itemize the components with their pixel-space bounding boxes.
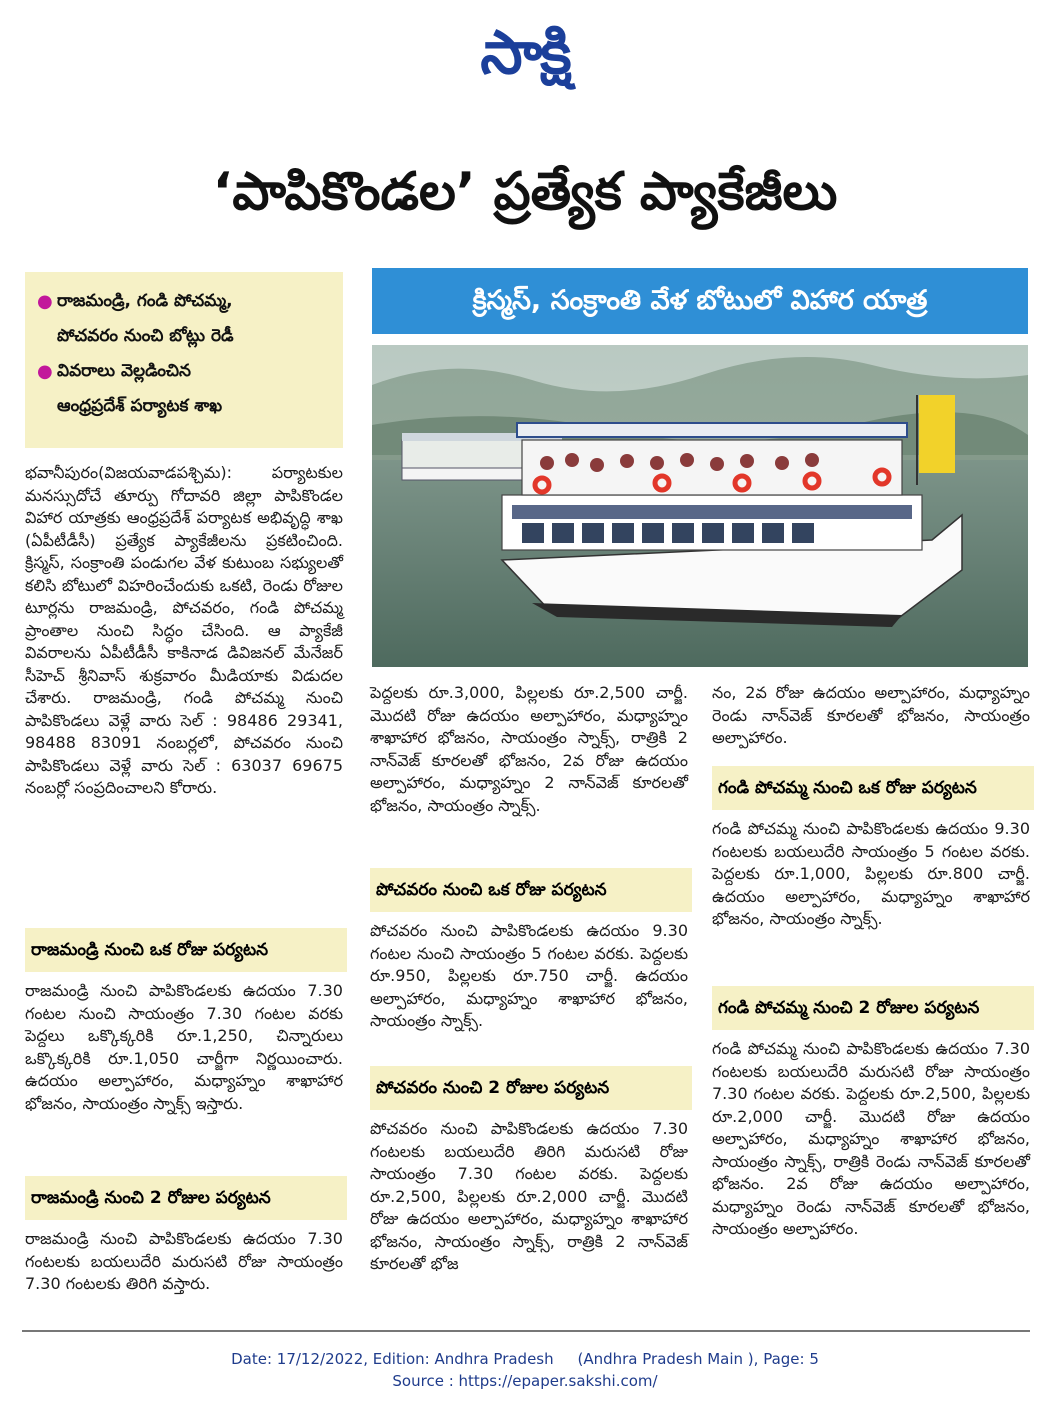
section-heading-pochavaram-2day: పోచవరం నుంచి 2 రోజుల పర్యటన: [370, 1066, 692, 1110]
sakshi-logo: సాక్షి: [480, 18, 570, 88]
section-text-gandi-1day: గండి పోచమ్మ నుంచి పాపికొండలకు ఉదయం 9.30 గంటలకు బయలుదేరి సాయంత్రం 5 గంటల వరకు. పెద్దలకు రూ.1,000, పిల్లలకు రూ.800 చార్జీ. ఉదయం అల్పాహారం, మధ్యాహ్నం శాఖాహార భోజనం, సాయంత్రం స్నాక్స్.: [712, 819, 1030, 928]
section-heading-gandi-1day: గండి పోచమ్మ నుంచి ఒక రోజు పర్యటన: [712, 766, 1034, 810]
column-1: [25, 462, 343, 922]
footer-divider: [22, 1330, 1030, 1332]
highlight-item: [37, 284, 333, 354]
section-text-rajahmundry-2day-cont: పెద్దలకు రూ.3,000, పిల్లలకు రూ.2,500 చార్జీ. మొదటి రోజు ఉదయం అల్పాహారం, మధ్యాహ్నం శాఖాహార భోజనం, సాయంత్రం స్నాక్స్, రాత్రికి 2 నాన్‌వెజ్ కూరలతో భోజనం, 2వ రోజు ఉదయం అల్పాహారం, మధ్యాహ్నం 2 నాన్‌వెజ్ కూరలతో భోజనం, సాయంత్రం స్నాక్స్.: [370, 683, 688, 815]
highlights-box: [25, 272, 343, 448]
boat-photo: [372, 345, 1028, 667]
highlight-line: ఆంధ్రప్రదేశ్ పర్యాటక శాఖ: [57, 396, 223, 416]
section-heading-gandi-2day: గండి పోచమ్మ నుంచి 2 రోజుల పర్యటన: [712, 986, 1034, 1030]
section-text-pochavaram-2day: పోచవరం నుంచి పాపికొండలకు ఉదయం 7.30 గంటలకు బయలుదేరి తిరిగి మరుసటి రోజు సాయంత్రం 7.30 గంటల వరకు. పెద్దలకు రూ.2,500, పిల్లలకు రూ.2,000 చార్జీ. మొదటి రోజు ఉదయం అల్పాహారం, మధ్యాహ్నం శాఖాహార భోజనం, సాయంత్రం స్నాక్స్, రాత్రికి 2 నాన్‌వెజ్ కూరలతో భోజ: [370, 1119, 688, 1273]
section-text-pochavaram-1day: పోచవరం నుంచి పాపికొండలకు ఉదయం 9.30 గంటల నుంచి సాయంత్రం 5 గంటల వరకు. పెద్దలకు రూ.950, పిల్లలకు రూ.750 చార్జీ. ఉదయం అల్పాహారం, మధ్యాహ్నం శాఖాహార భోజనం, సాయంత్రం స్నాక్స్.: [370, 921, 688, 1030]
bullet-dot-icon: ●: [37, 361, 53, 382]
intro-paragraph: భవానీపురం(విజయవాడపశ్చిమ): పర్యాటకుల మనస్సుదోచే తూర్పు గోదావరి జిల్లా పాపికొండల విహార యాత్రకు ఆంధ్రప్రదేశ్ పర్యాటక అభివృద్ధి శాఖ (ఏపీటీడీసీ) ప్రత్యేక ప్యాకేజీలను ప్రకటించింది. క్రిస్మస్, సంక్రాంతి పండుగల వేళ కుటుంబ సభ్యులతో కలిసి బోటులో విహరించేందుకు ఒకటి, రెండు రోజుల టూర్లను రాజమండ్రి, పోచవరం, గండి పోచమ్మ ప్రాంతాల నుంచి సిద్ధం చేసింది. ఆ ప్యాకేజీ వివరాలను ఏపీటీడీసీ కాకినాడ డివిజనల్ మేనేజర్ సీహెచ్ శ్రీనివాస్ శుక్రవారం మీడియాకు విడుదల చేశారు. రాజమండ్రి, గండి పోచమ్మ నుంచి పాపికొండలు వెళ్లే వారు సెల్ : 98486 29341, 98488 83091 నంబర్లలో, పోచవరం నుంచి పాపికొండలు వెళ్లే వారు సెల్ : 63037 69675 నంబర్లో సంప్రదించాలని కోరారు.: [25, 463, 343, 797]
section-heading-rajahmundry-1day: రాజమండ్రి నుంచి ఒక రోజు పర్యటన: [25, 928, 347, 972]
tourist-boat-icon: [372, 345, 1028, 667]
highlight-item: [37, 354, 333, 424]
section-text-rajahmundry-1day: రాజమండ్రి నుంచి పాపికొండలకు ఉదయం 7.30 గంటల నుంచి సాయంత్రం 7.30 గంటల వరకు పెద్దలు ఒక్కొక్కరికి రూ.1,250, చిన్నారులు ఒక్కొక్కరికి రూ.1,050 చార్జీగా నిర్ణయించారు. ఉదయం అల్పాహారం, మధ్యాహ్నం శాఖాహార భోజనం, సాయంత్రం స్నాక్స్ ఇస్తారు.: [25, 981, 343, 1113]
section-heading-rajahmundry-2day: రాజమండ్రి నుంచి 2 రోజుల పర్యటన: [25, 1176, 347, 1220]
footer: [0, 1348, 1050, 1392]
highlight-line: పోచవరం నుంచి బోట్లు రెడీ: [57, 326, 234, 346]
subheadline-banner: క్రిస్మస్, సంక్రాంతి వేళ బోటులో విహార యాత్ర: [372, 268, 1028, 334]
highlight-line: వివరాలు వెల్లడించిన: [57, 361, 191, 381]
section-heading-pochavaram-1day: పోచవరం నుంచి ఒక రోజు పర్యటన: [370, 868, 692, 912]
footer-source-link[interactable]: Source : https://epaper.sakshi.com/: [392, 1372, 658, 1390]
section-text-pochavaram-2day-cont: నం, 2వ రోజు ఉదయం అల్పాహారం, మధ్యాహ్నం రెండు నాన్‌వెజ్ కూరలతో భోజనం, సాయంత్రం అల్పాహారం.: [712, 683, 1030, 747]
footer-date-line: Date: 17/12/2022, Edition: Andhra Pradesh (Andhra Pradesh Main ), Page: 5: [231, 1350, 819, 1368]
bullet-dot-icon: ●: [37, 291, 53, 312]
highlight-line: రాజమండ్రి, గండి పోచమ్మ,: [57, 291, 233, 311]
section-text-rajahmundry-2day: రాజమండ్రి నుంచి పాపికొండలకు ఉదయం 7.30 గంటలకు బయలుదేరి మరుసటి రోజు సాయంత్రం 7.30 గంటలకు తిరిగి వస్తారు.: [25, 1229, 343, 1293]
section-text-gandi-2day: గండి పోచమ్మ నుంచి పాపికొండలకు ఉదయం 7.30 గంటలకు బయలుదేరి మరుసటి రోజు సాయంత్రం 7.30 గంటల వరకు. పెద్దలకు రూ.2,500, పిల్లలకు రూ.2,000 చార్జీ. మొదటి రోజు ఉదయం అల్పాహారం, మధ్యాహ్నం శాఖాహార భోజనం, సాయంత్రం స్నాక్స్, రాత్రికి రెండు నాన్‌వెజ్ కూరలతో భోజనం. 2వ రోజు ఉదయం అల్పాహారం, మధ్యాహ్నం రెండు నాన్‌వెజ్ కూరలతో భోజనం, సాయంత్రం అల్పాహారం.: [712, 1039, 1030, 1238]
headline: ‘పాపికొండల’ ప్రత్యేక ప్యాకేజీలు: [212, 162, 838, 222]
